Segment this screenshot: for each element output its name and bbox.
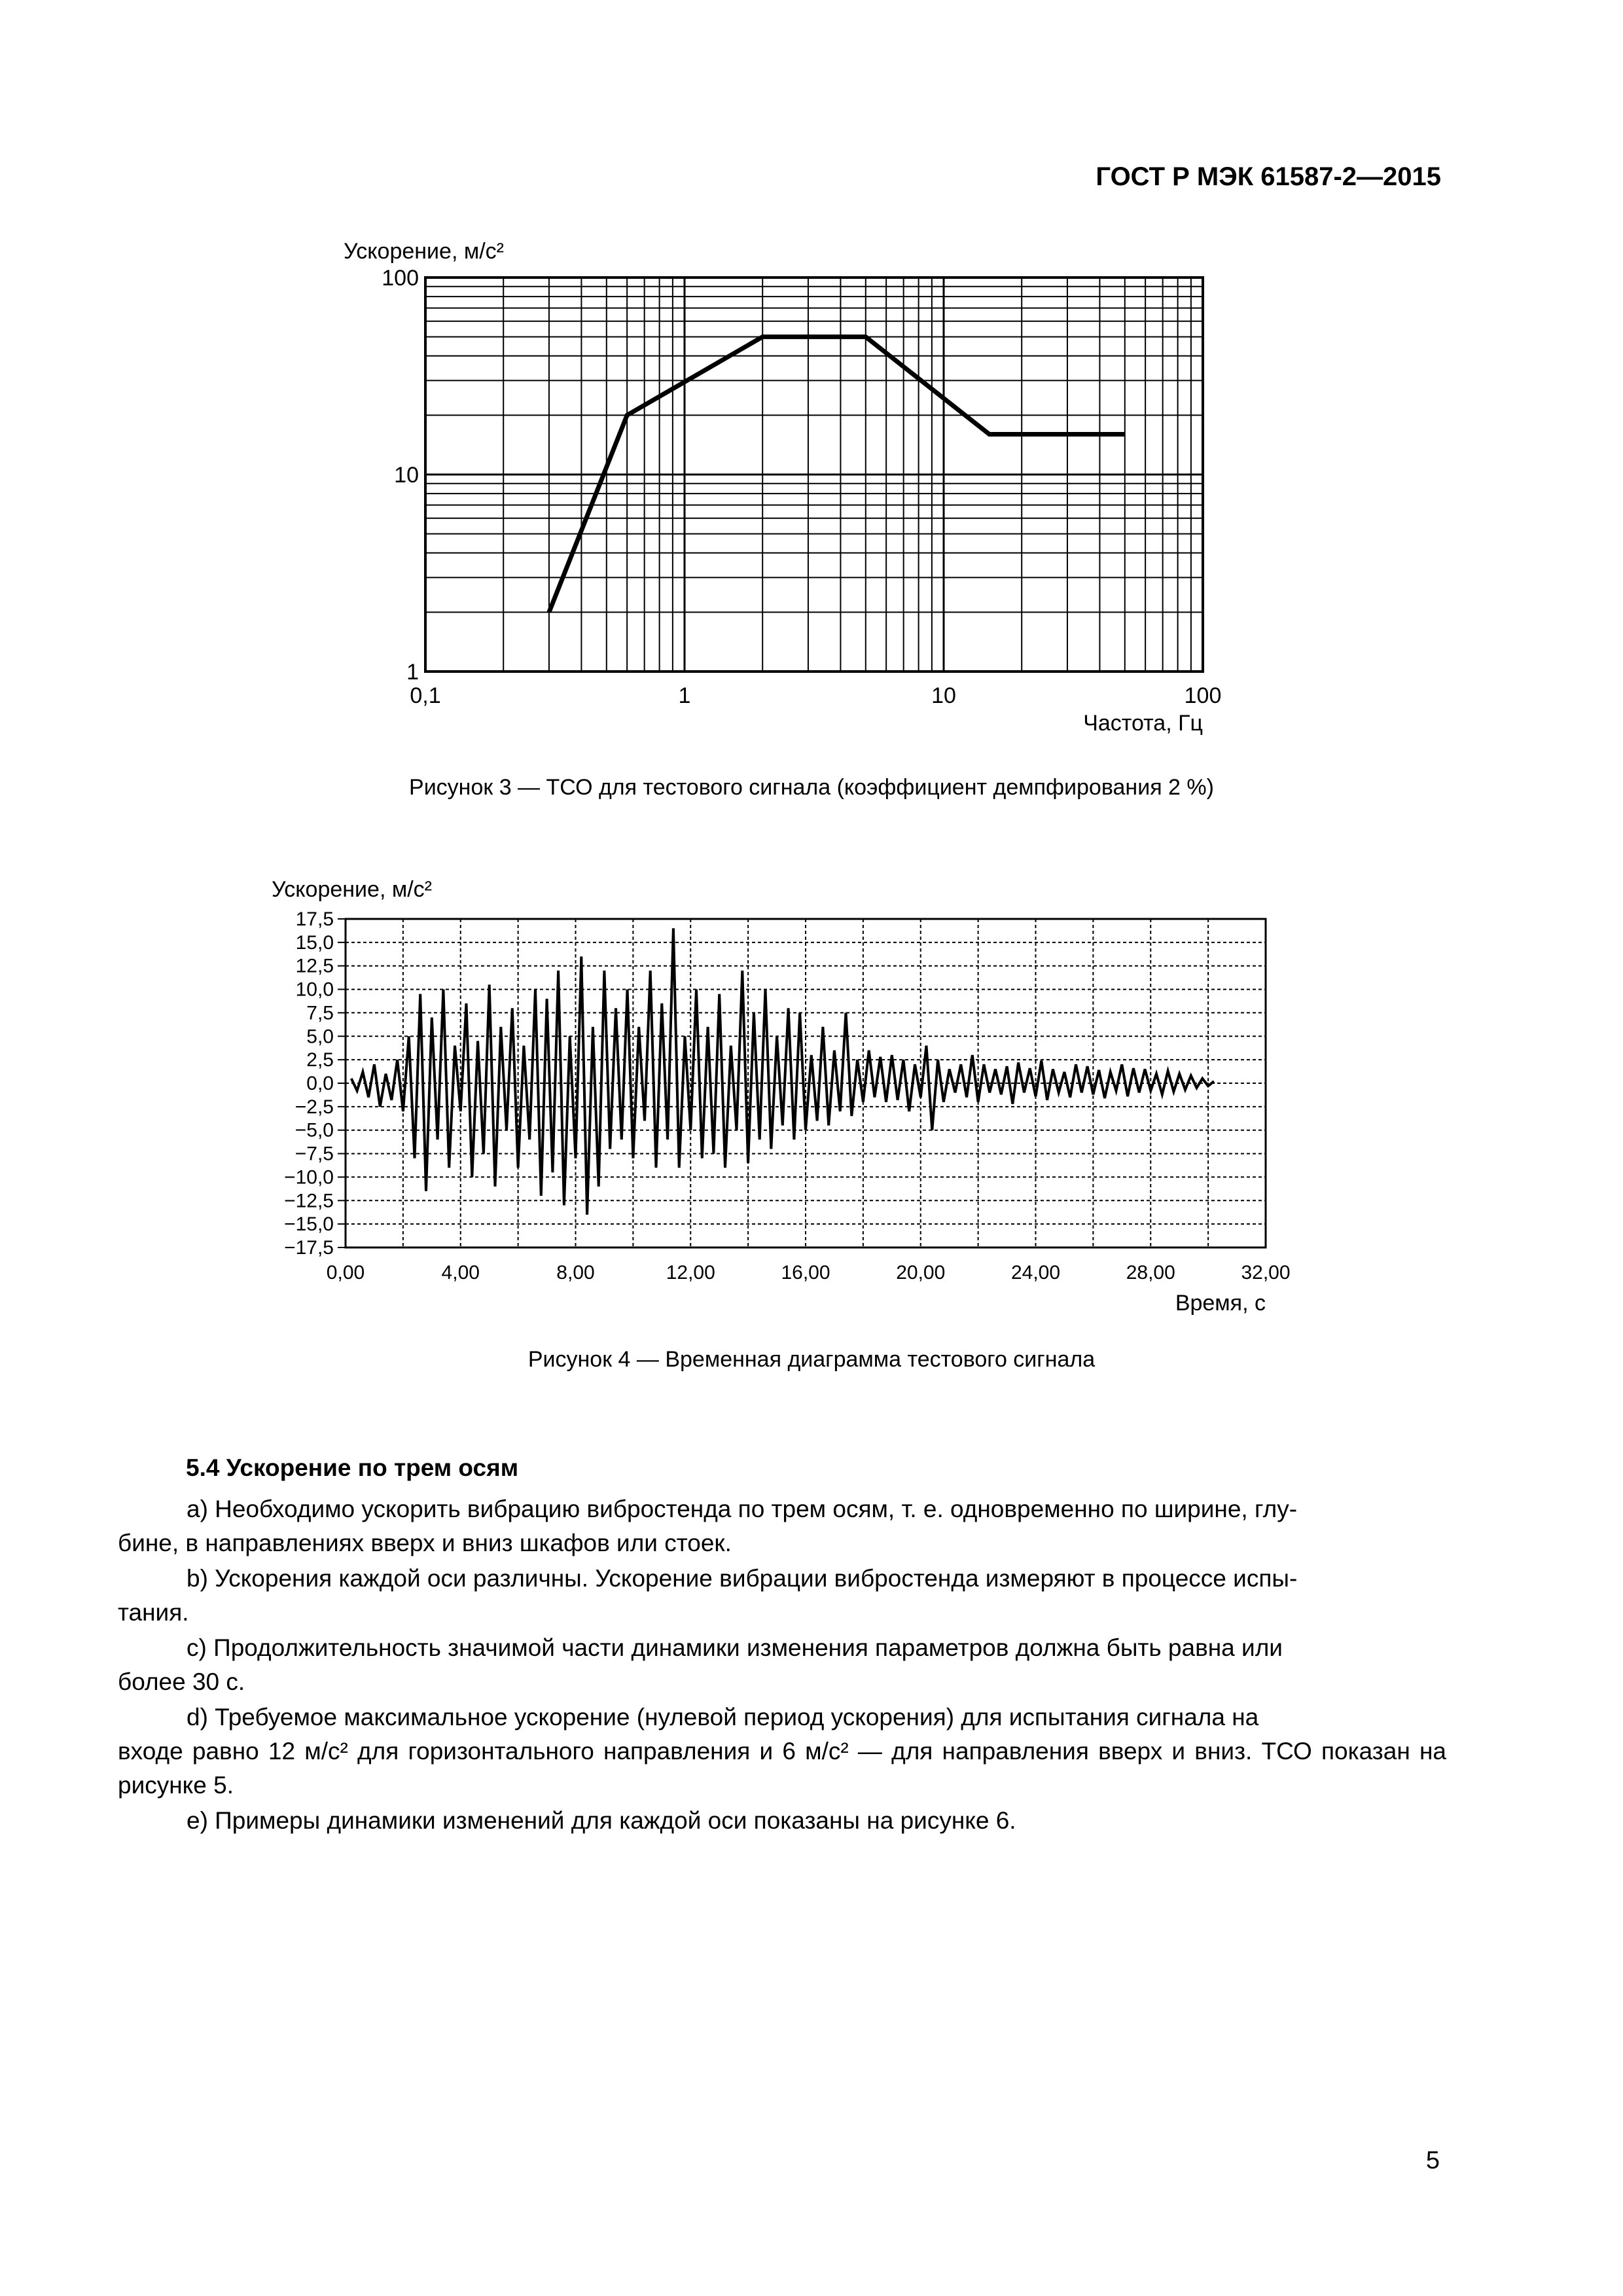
fig4-y-axis-label: Ускорение, м/с²: [271, 877, 432, 902]
paragraph-a: [118, 1492, 1446, 1560]
paragraph-a-line1: а) Необходимо ускорить вибрацию вибростенда по трем осям, т. е. одновременно по ширине, глу-: [187, 1496, 1298, 1522]
fig4-x-tick: 32,00: [1241, 1262, 1291, 1283]
fig4-y-tick: −10,0: [284, 1166, 334, 1189]
fig4-x-tick: 16,00: [781, 1262, 830, 1283]
fig4-y-tick: 2,5: [306, 1049, 334, 1071]
page-number: 5: [1425, 2147, 1440, 2174]
fig4-x-tick: 0,00: [326, 1262, 365, 1283]
document-header: ГОСТ Р МЭК 61587-2—2015: [1096, 162, 1441, 191]
fig4-y-tick: 17,5: [295, 908, 334, 930]
fig4-y-tick: 7,5: [306, 1002, 334, 1024]
paragraph-e-line1: е) Примеры динамики изменений для каждой оси показаны на рисунке 6.: [187, 1807, 1016, 1834]
paragraph-b-line1: b) Ускорения каждой оси различны. Ускорение вибрации вибростенда измеряют в процессе испы-: [187, 1565, 1298, 1592]
paragraph-c-line1: с) Продолжительность значимой части динамики изменения параметров должна быть равна или: [187, 1634, 1283, 1661]
figure-3-caption: Рисунок 3 — ТСО для тестового сигнала (коэффициент демпфирования 2 %): [409, 775, 1214, 800]
fig4-y-tick: −2,5: [294, 1096, 334, 1118]
fig4-y-tick: −15,0: [284, 1213, 334, 1236]
fig4-series-line: [351, 928, 1214, 1215]
fig4-x-tick: 4,00: [441, 1262, 480, 1283]
fig3-y-axis-label: Ускорение, м/с²: [343, 239, 504, 264]
fig3-x-axis-label: Частота, Гц: [1083, 711, 1203, 736]
figure-4-caption: Рисунок 4 — Временная диаграмма тестового сигнала: [527, 1347, 1096, 1372]
paragraph-b: [118, 1562, 1446, 1630]
paragraph-a-rest: бине, в направлениях вверх и вниз шкафов или стоек.: [118, 1530, 732, 1556]
section-heading: 5.4 Ускорение по трем осям: [186, 1454, 519, 1481]
fig3-x-tick: 100: [1184, 683, 1222, 708]
fig3-y-tick: 10: [394, 463, 419, 488]
fig3-x-tick: 1: [678, 683, 691, 708]
fig4-y-tick: −17,5: [284, 1237, 334, 1259]
paragraph-e: [118, 1804, 1446, 1838]
fig3-y-tick: 1: [406, 660, 419, 685]
fig4-y-tick: 0,0: [306, 1073, 334, 1094]
fig4-x-tick: 12,00: [666, 1262, 715, 1283]
fig3-y-tick: 100: [382, 266, 419, 291]
fig4-y-tick: 5,0: [306, 1026, 334, 1048]
fig4-y-tick: −12,5: [284, 1190, 334, 1212]
paragraph-b-rest: тания.: [118, 1599, 189, 1626]
fig3-x-tick: 0,1: [410, 683, 441, 708]
paragraph-c: [118, 1631, 1446, 1699]
fig4-y-tick: −7,5: [294, 1143, 334, 1165]
fig4-x-tick: 8,00: [556, 1262, 595, 1283]
fig4-x-axis-label: Время, с: [1175, 1291, 1266, 1316]
fig4-x-tick: 24,00: [1010, 1262, 1061, 1283]
fig4-y-tick: 10,0: [295, 978, 334, 1001]
fig4-x-tick: 20,00: [896, 1262, 946, 1283]
paragraph-d-rest: входе равно 12 м/с² для горизонтального направления и 6 м/с² — для направления вверх и вниз. ТСО показан на рисунке 5.: [118, 1738, 1446, 1799]
fig4-y-tick: 12,5: [295, 955, 334, 977]
paragraph-d: [118, 1700, 1446, 1803]
fig4-x-tick: 28,00: [1126, 1262, 1175, 1283]
fig4-y-tick: −5,0: [294, 1119, 334, 1141]
fig4-y-tick: 15,0: [295, 931, 334, 954]
fig3-x-tick: 10: [931, 683, 956, 708]
paragraph-d-line1: d) Требуемое максимальное ускорение (нулевой период ускорения) для испытания сигнала на: [187, 1704, 1259, 1731]
paragraph-c-rest: более 30 с.: [118, 1668, 245, 1695]
